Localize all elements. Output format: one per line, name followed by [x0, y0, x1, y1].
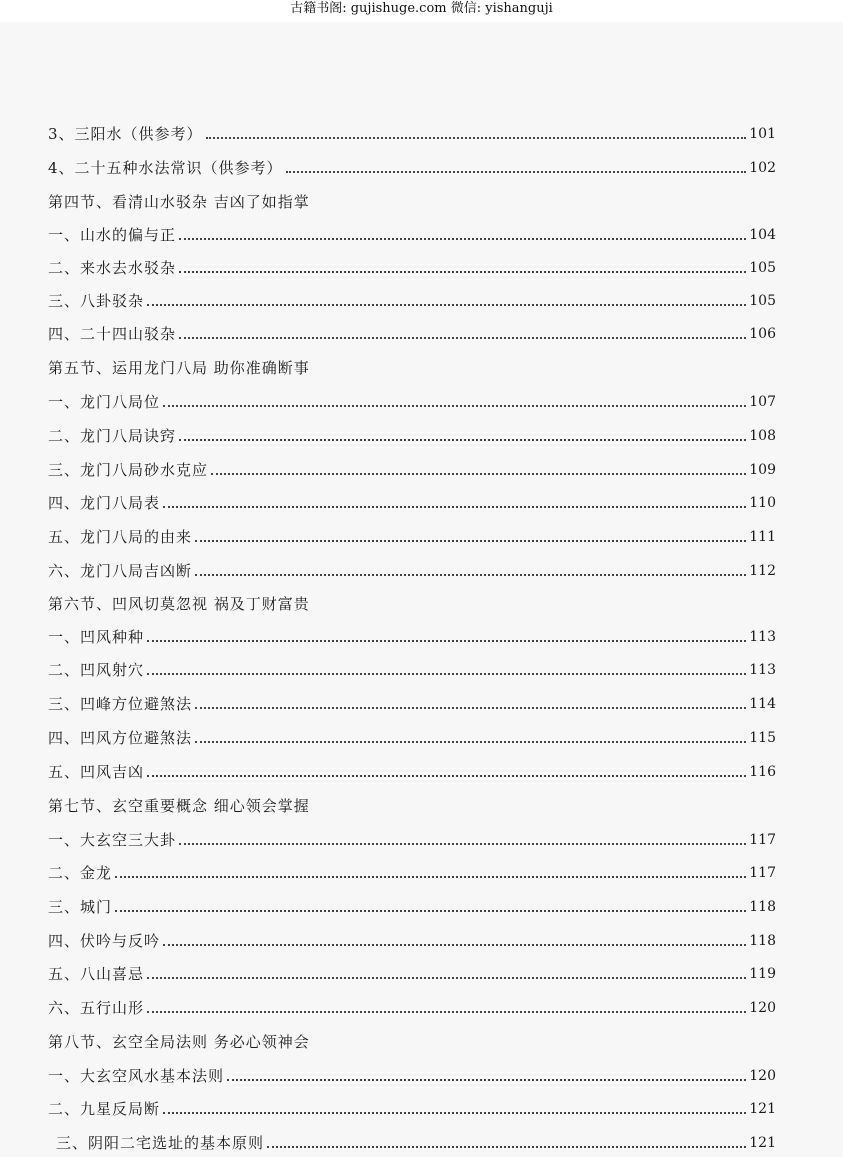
section-title: 第八节、玄空全局法则 务必心领神会 — [48, 1033, 310, 1051]
toc-entry-page: 120 — [749, 1000, 776, 1016]
toc-entry-page: 104 — [749, 227, 776, 243]
site-watermark-header: 古籍书阁: gujishuge.com 微信: yishanguji — [0, 0, 843, 22]
toc-entry — [56, 1125, 776, 1153]
dot-leader — [206, 136, 747, 139]
toc-entry-title: 二、金龙 — [48, 864, 113, 882]
toc-entry-title: 三、凹峰方位避煞法 — [48, 695, 193, 713]
toc-entry-page: 116 — [749, 764, 776, 780]
toc-section-heading — [48, 350, 776, 378]
toc-entry — [48, 418, 776, 446]
toc-entry-title: 三、龙门八局砂水克应 — [48, 461, 209, 479]
toc-entry-page: 106 — [749, 326, 776, 342]
toc-entry-page: 114 — [749, 696, 776, 712]
toc-entry-page: 117 — [749, 832, 776, 848]
toc-entry — [48, 217, 776, 245]
section-title: 第七节、玄空重要概念 细心领会掌握 — [48, 797, 310, 815]
dot-leader — [195, 539, 746, 542]
dot-leader — [147, 672, 746, 675]
dot-leader — [163, 505, 746, 508]
toc-entry-title: 二、龙门八局诀窍 — [48, 427, 177, 445]
toc-entry-title: 二、来水去水驳杂 — [48, 259, 177, 277]
toc-entry-page: 120 — [749, 1068, 776, 1084]
toc-entry — [48, 990, 776, 1018]
toc-entry — [48, 384, 776, 412]
dot-leader — [163, 943, 746, 946]
dot-leader — [195, 740, 746, 743]
toc-entry-title: 一、大玄空三大卦 — [48, 831, 177, 849]
dot-leader — [179, 237, 746, 240]
dot-leader — [147, 976, 746, 979]
toc-entry — [48, 316, 776, 344]
dot-leader — [227, 1078, 746, 1081]
toc-entry — [48, 116, 776, 144]
toc-entry-title: 五、龙门八局的由来 — [48, 528, 193, 546]
toc-entry-title: 五、凹风吉凶 — [48, 763, 145, 781]
dot-leader — [163, 404, 746, 407]
section-title: 第六节、凹风切莫忽视 祸及丁财富贵 — [48, 595, 310, 613]
toc-entry — [48, 283, 776, 311]
toc-entry-title: 六、五行山形 — [48, 999, 145, 1017]
section-title: 第四节、看清山水驳杂 吉凶了如指掌 — [48, 193, 310, 211]
toc-entry — [48, 889, 776, 917]
toc-entry-page: 105 — [749, 293, 776, 309]
toc-entry-title: 五、八山喜忌 — [48, 965, 145, 983]
toc-entry-title: 四、龙门八局表 — [48, 494, 161, 512]
toc-entry — [48, 956, 776, 984]
toc-entry-title: 二、九星反局断 — [48, 1100, 161, 1118]
dot-leader — [179, 842, 746, 845]
toc-entry-page: 112 — [749, 563, 776, 579]
toc-entry-title: 一、大玄空风水基本法则 — [48, 1067, 225, 1085]
toc-entry — [48, 686, 776, 714]
toc-section-heading — [48, 586, 776, 614]
toc-entry — [48, 855, 776, 883]
toc-section-heading — [48, 184, 776, 212]
dot-leader — [195, 573, 746, 576]
toc-entry — [48, 923, 776, 951]
dot-leader — [267, 1145, 746, 1148]
toc-entry-page: 121 — [749, 1135, 776, 1151]
toc-entry-page: 107 — [749, 394, 776, 410]
toc-entry-title: 三、阴阳二宅选址的基本原则 — [56, 1134, 265, 1152]
toc-entry-title: 四、伏吟与反吟 — [48, 932, 161, 950]
toc-entry-title: 4、二十五种水法常识（供参考） — [48, 159, 283, 177]
dot-leader — [179, 270, 746, 273]
toc-entry — [48, 754, 776, 782]
dot-leader — [179, 438, 746, 441]
toc-entry-title: 二、凹风射穴 — [48, 661, 145, 679]
toc-entry-page: 113 — [749, 662, 776, 678]
dot-leader — [179, 336, 746, 339]
dot-leader — [147, 639, 746, 642]
toc-entry — [48, 1058, 776, 1086]
toc-entry — [48, 485, 776, 513]
toc-entry-title: 一、凹风种种 — [48, 628, 145, 646]
toc-entry-page: 102 — [749, 160, 776, 176]
toc-entry-title: 3、三阳水（供参考） — [48, 125, 203, 143]
toc-entry-page: 117 — [749, 865, 776, 881]
toc-entry-title: 四、凹风方位避煞法 — [48, 729, 193, 747]
dot-leader — [147, 303, 746, 306]
dot-leader — [115, 909, 746, 912]
toc-entry-page: 118 — [749, 899, 776, 915]
toc-entry-title: 一、山水的偏与正 — [48, 226, 177, 244]
toc-entry-page: 121 — [749, 1101, 776, 1117]
toc-entry-page: 110 — [749, 495, 776, 511]
toc-entry — [48, 720, 776, 748]
toc-entry-page: 108 — [749, 428, 776, 444]
toc-entry-title: 一、龙门八局位 — [48, 393, 161, 411]
toc-entry-page: 119 — [749, 966, 776, 982]
toc-entry-title: 三、八卦驳杂 — [48, 292, 145, 310]
toc-entry — [48, 519, 776, 547]
toc-entry — [48, 822, 776, 850]
toc-entry — [48, 250, 776, 278]
toc-entry-page: 101 — [749, 126, 776, 142]
dot-leader — [286, 170, 747, 173]
toc-entry — [48, 150, 776, 178]
dot-leader — [163, 1111, 746, 1114]
toc-entry-title: 三、城门 — [48, 898, 113, 916]
scanned-page — [0, 22, 843, 1157]
toc-entry — [48, 1091, 776, 1119]
toc-entry-title: 六、龙门八局吉凶断 — [48, 562, 193, 580]
toc-section-heading — [48, 788, 776, 816]
toc-entry — [48, 553, 776, 581]
dot-leader — [211, 472, 746, 475]
toc-entry — [48, 452, 776, 480]
toc-entry-page: 113 — [749, 629, 776, 645]
dot-leader — [147, 774, 746, 777]
dot-leader — [115, 875, 746, 878]
toc-section-heading — [48, 1024, 776, 1052]
dot-leader — [195, 706, 746, 709]
dot-leader — [147, 1010, 746, 1013]
toc-entry — [48, 652, 776, 680]
toc-entry — [48, 619, 776, 647]
toc-entry-page: 105 — [749, 260, 776, 276]
toc-entry-title: 四、二十四山驳杂 — [48, 325, 177, 343]
toc-entry-page: 111 — [749, 529, 776, 545]
section-title: 第五节、运用龙门八局 助你准确断事 — [48, 359, 310, 377]
toc-entry-page: 115 — [749, 730, 776, 746]
toc-entry-page: 118 — [749, 933, 776, 949]
toc-entry-page: 109 — [749, 462, 776, 478]
